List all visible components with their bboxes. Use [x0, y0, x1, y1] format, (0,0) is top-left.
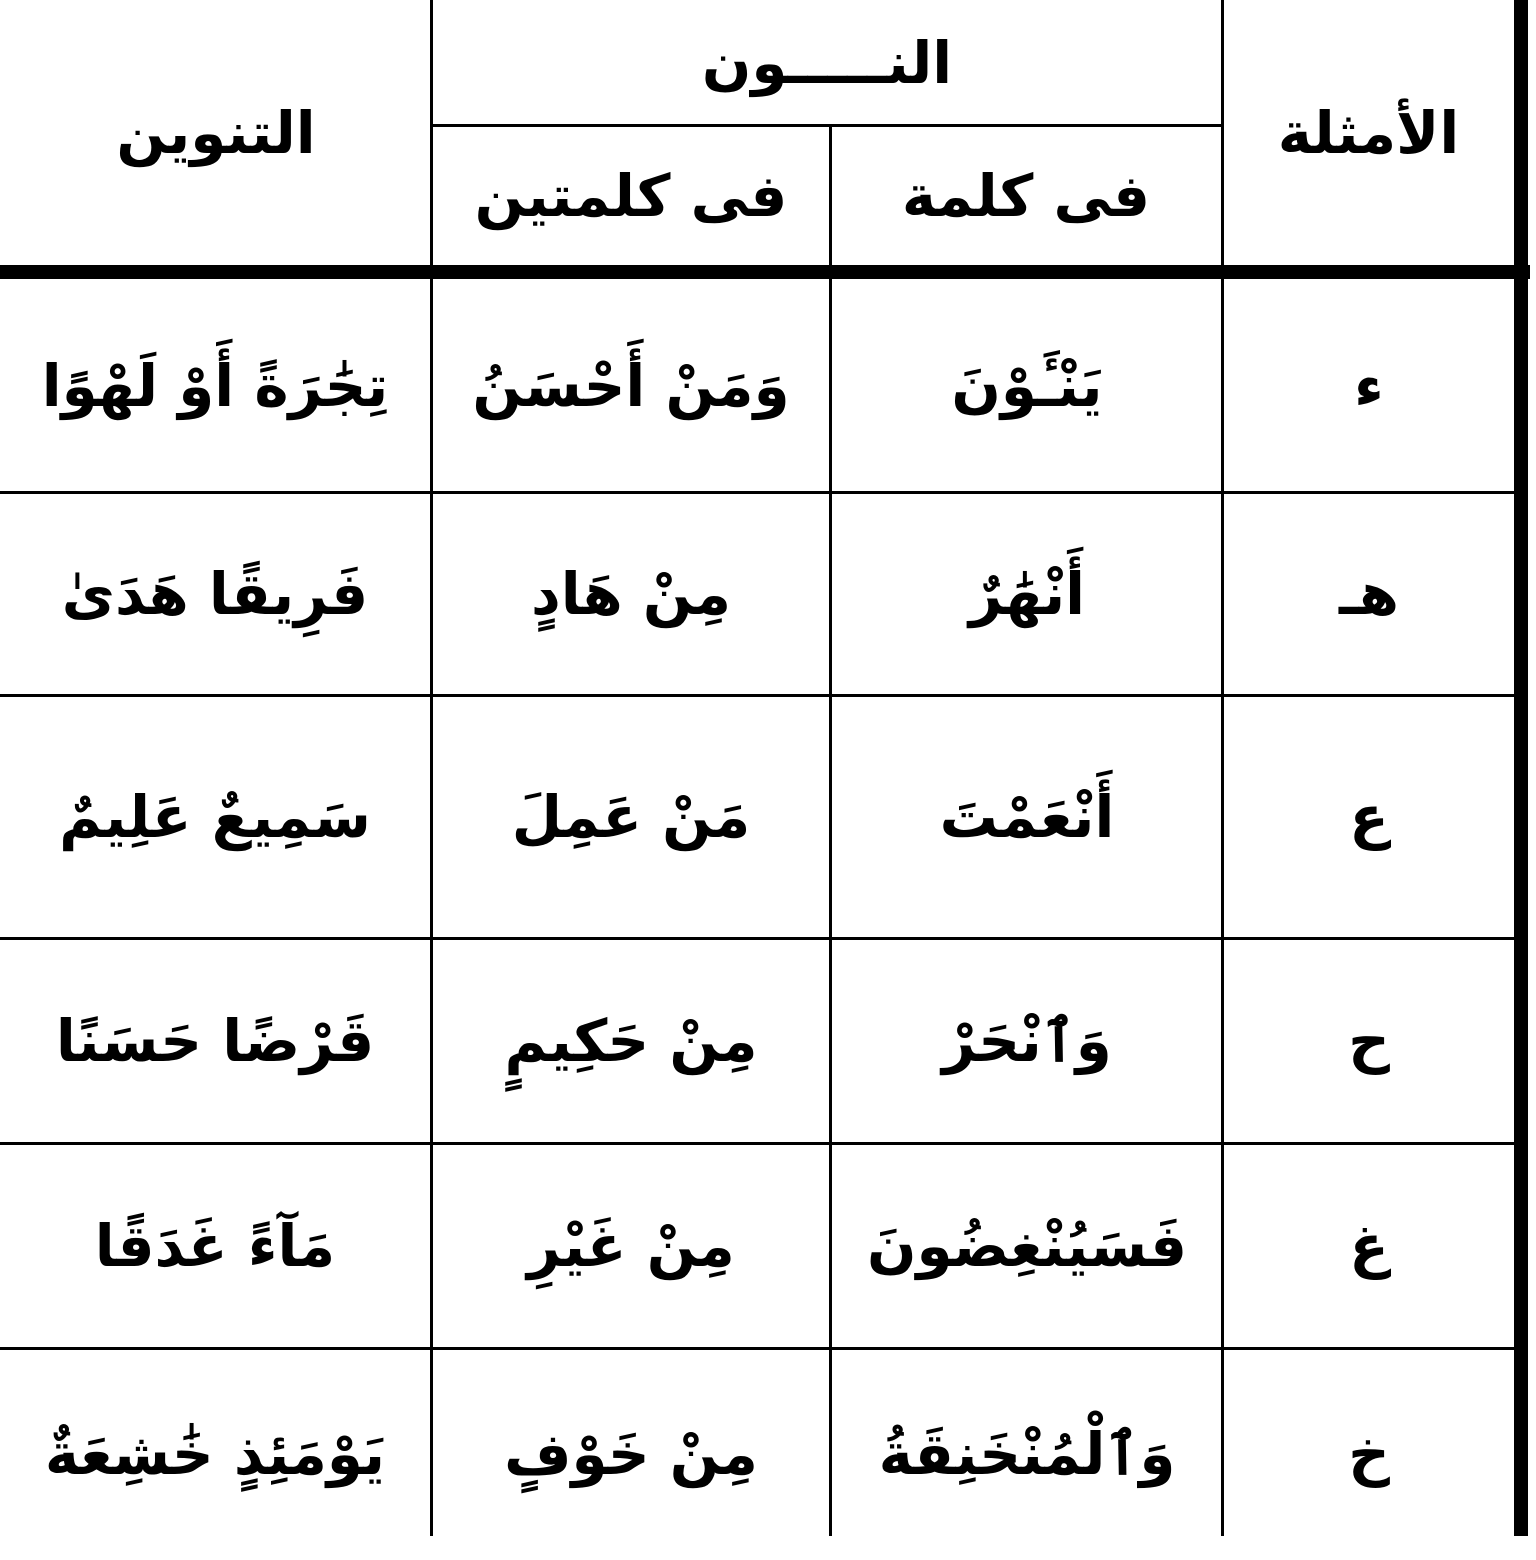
- cell-two-words: وَمَنْ أَحْسَنُ: [472, 352, 790, 420]
- cell-letter: ع: [1349, 782, 1389, 851]
- cell-one-word: أَنْهَٰرٌ: [968, 559, 1086, 628]
- cell-one-word: أَنْعَمْتَ: [939, 782, 1115, 851]
- header-two-words: فى كلمتين: [474, 161, 788, 230]
- header-divider: [432, 124, 1222, 127]
- right-border: [1514, 0, 1528, 1536]
- cell-letter: ء: [1354, 352, 1384, 420]
- header-tanween: التنوين: [116, 98, 316, 167]
- col-divider-2: [829, 126, 832, 1536]
- row-divider: [0, 694, 1515, 697]
- cell-two-words: مِنْ هَادٍ: [530, 559, 732, 628]
- cell-one-word: وَٱنْحَرْ: [942, 1006, 1112, 1075]
- cell-tanween: فَرِيقًا هَدَىٰ: [61, 559, 369, 628]
- cell-letter: خ: [1348, 1420, 1390, 1488]
- header-examples: الأمثلة: [1277, 98, 1460, 167]
- col-divider-1: [430, 0, 433, 1536]
- cell-two-words: مِنْ غَيْرِ: [527, 1211, 735, 1280]
- cell-letter: غ: [1349, 1211, 1389, 1280]
- cell-tanween: قَرْضًا حَسَنًا: [55, 1006, 375, 1075]
- row-divider: [0, 937, 1515, 940]
- header-one-word: فى كلمة: [901, 161, 1151, 230]
- cell-letter: هـ: [1338, 559, 1400, 628]
- header-noon: النـــــون: [701, 29, 953, 97]
- cell-tanween: سَمِيعٌ عَلِيمٌ: [59, 782, 371, 851]
- col-divider-3: [1221, 0, 1224, 1536]
- row-divider: [0, 1142, 1515, 1145]
- cell-tanween: تِجَٰرَةً أَوْ لَهْوًا: [41, 352, 389, 420]
- cell-one-word: فَسَيُنْغِضُونَ: [866, 1211, 1188, 1280]
- cell-tanween: يَوْمَئِذٍ خَٰشِعَةٌ: [44, 1420, 386, 1488]
- cell-letter: ح: [1348, 1006, 1390, 1075]
- cell-two-words: مِنْ خَوْفٍ: [504, 1420, 758, 1488]
- cell-two-words: مِنْ حَكِيمٍ: [504, 1006, 758, 1075]
- thick-header-rule: [0, 265, 1530, 279]
- row-divider: [0, 1347, 1515, 1350]
- cell-tanween: مَآءً غَدَقًا: [94, 1211, 336, 1280]
- cell-two-words: مَنْ عَمِلَ: [511, 782, 751, 851]
- cell-one-word: وَٱلْمُنْخَنِقَةُ: [878, 1420, 1176, 1488]
- cell-one-word: يَنْـَٔوْنَ: [951, 352, 1103, 420]
- row-divider: [0, 491, 1515, 494]
